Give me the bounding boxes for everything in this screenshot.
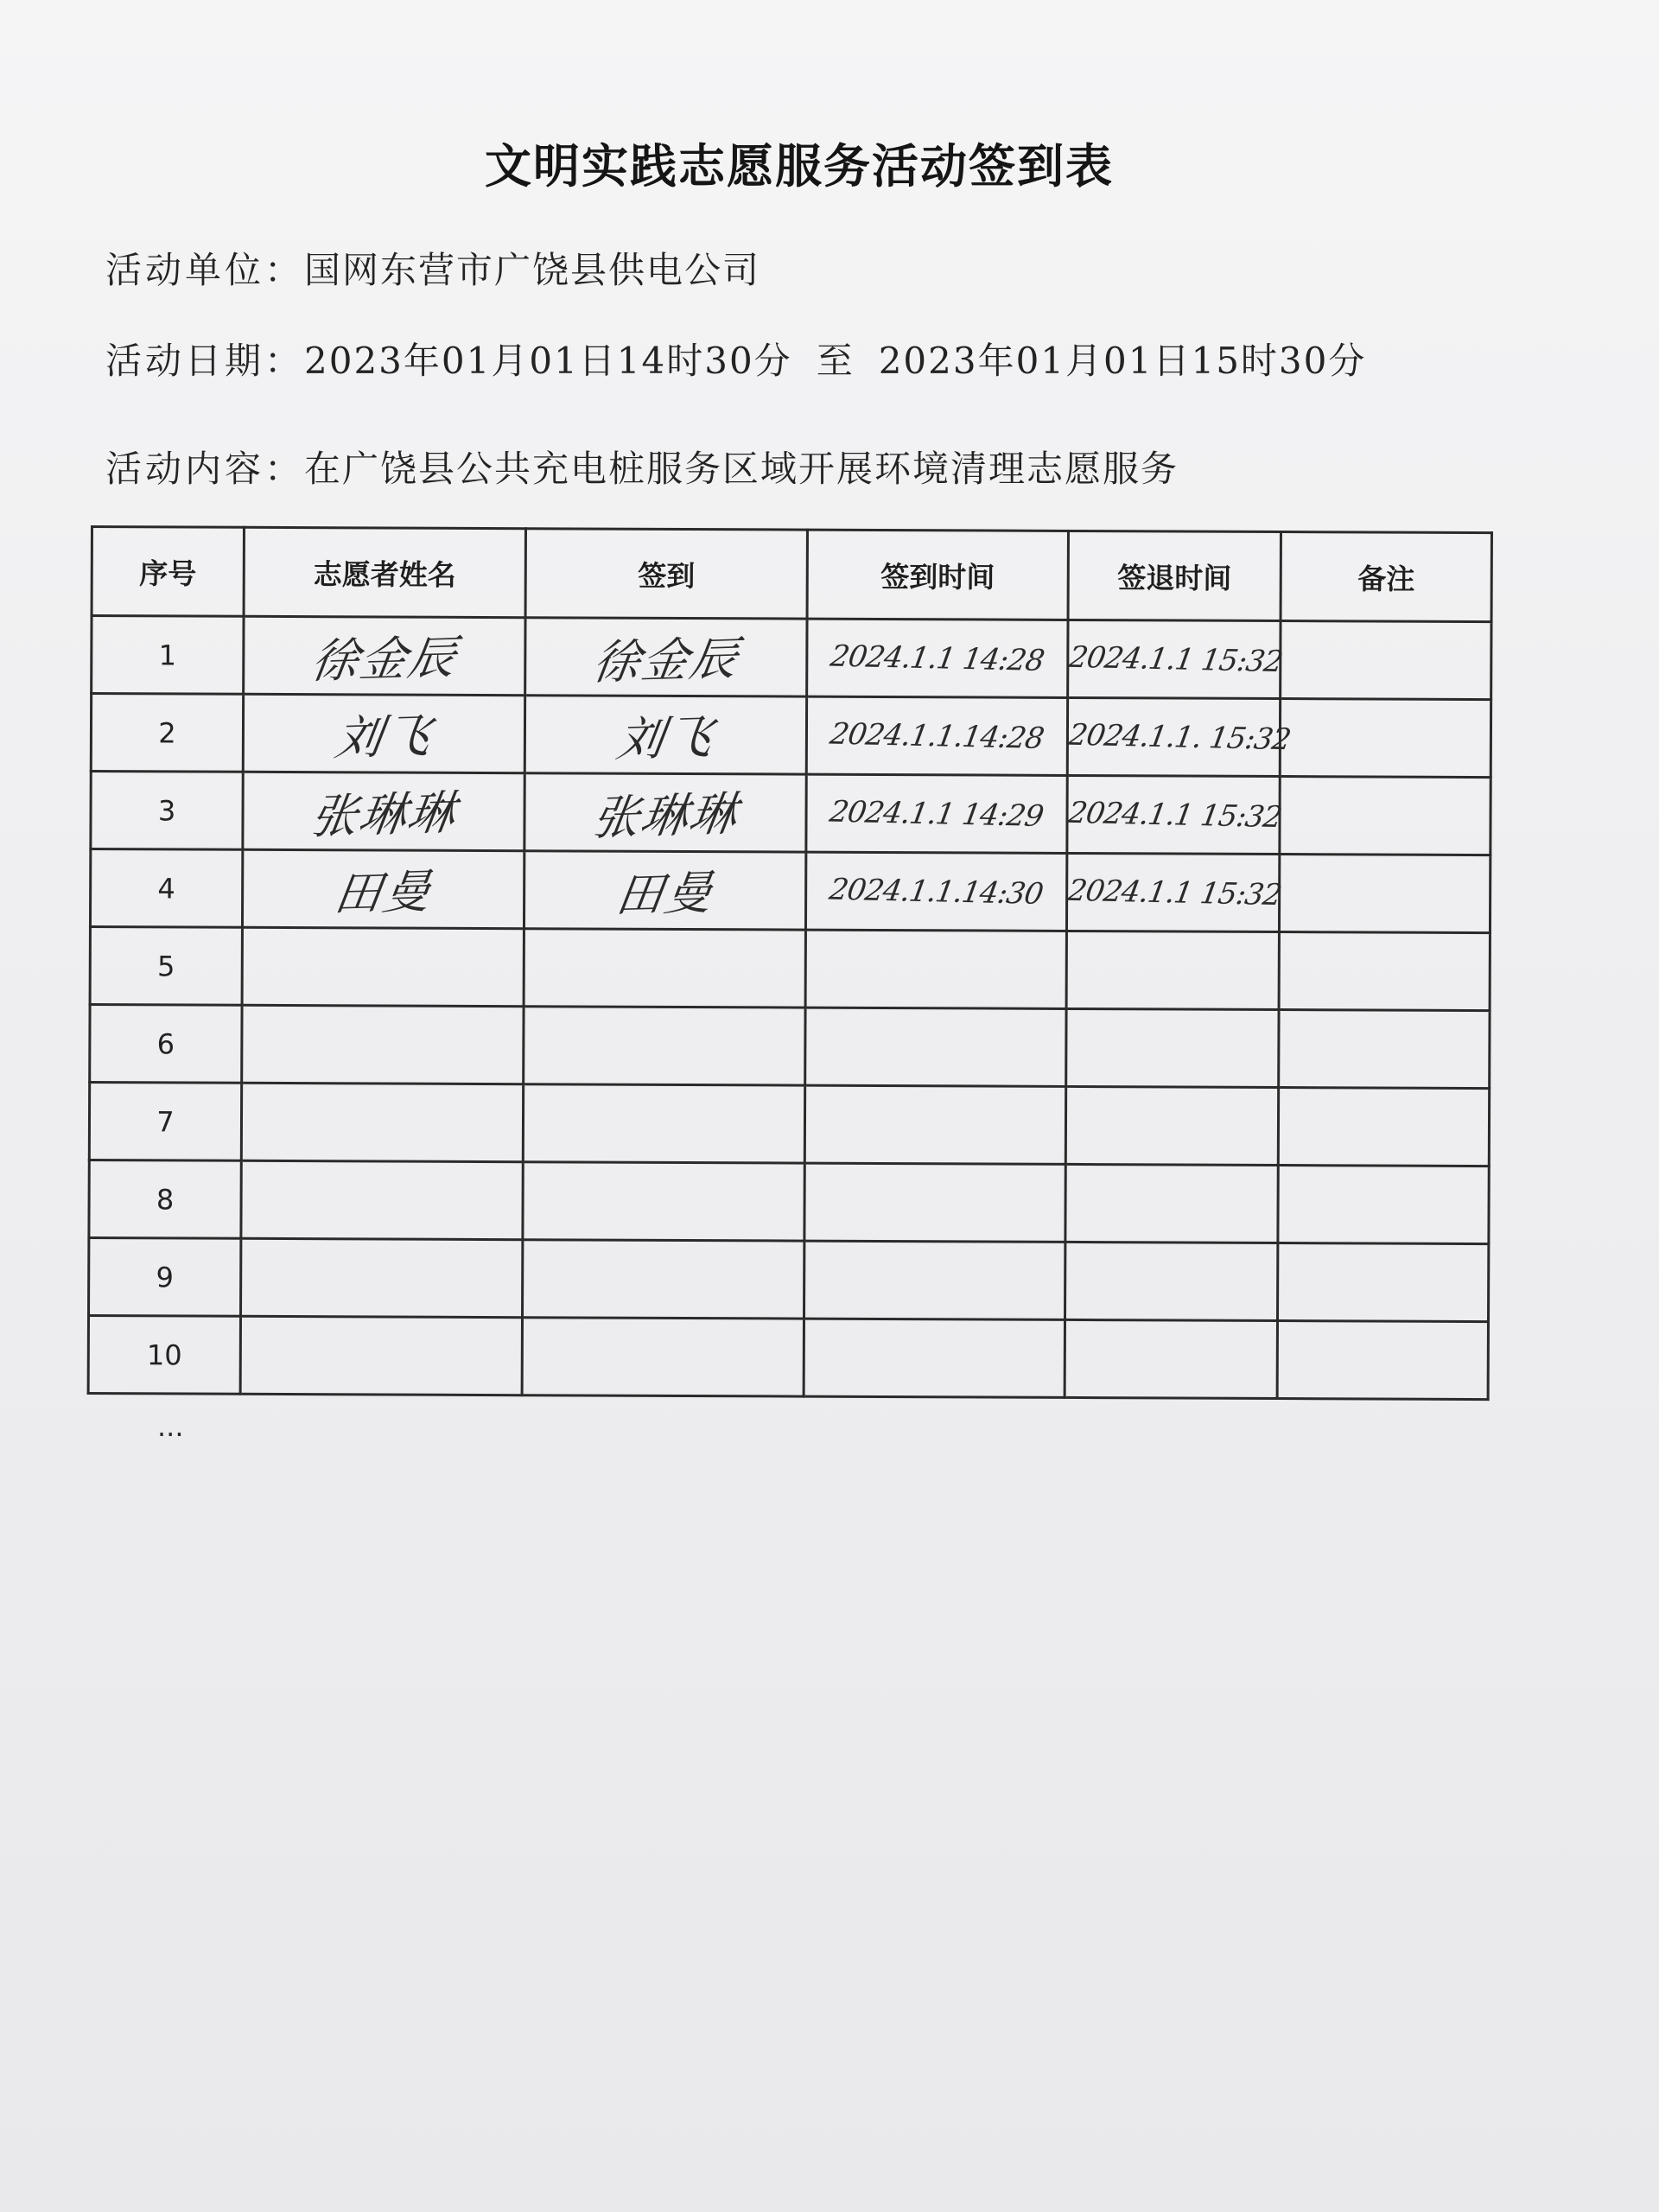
cell-remark	[1277, 1321, 1488, 1400]
cell-sign-out	[1065, 775, 1284, 854]
cell-remark	[1279, 1010, 1490, 1089]
cell-name	[242, 1005, 524, 1084]
handwritten-sign-out-time: 2024.1.1 15:32	[1065, 795, 1284, 835]
header-sign-out-time: 签退时间	[1068, 531, 1281, 620]
cell-signature	[522, 1318, 804, 1396]
cell-sign-in	[805, 852, 1066, 931]
activity-unit-value: 国网东营市广饶县供电公司	[304, 249, 761, 291]
cell-seq: 6	[90, 1005, 242, 1084]
cell-sign-out	[1066, 620, 1285, 698]
cell-seq: 5	[90, 927, 242, 1006]
activity-date-end: 2023年01月01日15时30分	[878, 340, 1367, 382]
cell-remark	[1280, 699, 1491, 778]
cell-remark	[1278, 1088, 1489, 1166]
cell-sign-out	[1065, 1319, 1277, 1398]
header-seq: 序号	[92, 527, 244, 617]
cell-signature	[524, 851, 805, 930]
header-sign-in-time: 签到时间	[807, 530, 1068, 620]
activity-content-line	[105, 441, 1179, 493]
activity-date-to: 至	[816, 340, 855, 382]
signin-table	[87, 525, 1493, 1401]
activity-date-label: 活动日期：	[105, 340, 305, 382]
cell-sign-out	[1066, 931, 1279, 1009]
cell-sign-in	[804, 1163, 1065, 1242]
cell-sign-in	[804, 1319, 1065, 1397]
cell-remark	[1278, 1166, 1489, 1244]
cell-sign-out	[1066, 1008, 1279, 1087]
cell-sign-out	[1065, 1242, 1277, 1320]
header-volunteer-name: 志愿者姓名	[244, 527, 525, 617]
cell-sign-in	[805, 1007, 1066, 1086]
cell-signature	[524, 696, 806, 774]
activity-date-start: 2023年01月01日14时30分	[304, 340, 792, 382]
cell-sign-in	[804, 1241, 1065, 1319]
cell-remark	[1279, 932, 1490, 1011]
table-row	[90, 927, 1490, 1011]
cell-name	[241, 1238, 523, 1317]
handwritten-signature: 徐金辰	[588, 631, 742, 690]
cell-signature	[523, 1084, 804, 1163]
handwritten-signature: 张琳琳	[588, 786, 742, 846]
cell-name	[242, 849, 524, 928]
handwritten-name: 田曼	[330, 863, 435, 922]
cell-seq: 7	[89, 1083, 241, 1161]
table-row	[90, 849, 1490, 933]
cell-seq: 9	[89, 1237, 241, 1316]
cell-name	[241, 1083, 523, 1161]
cell-name	[240, 1316, 522, 1395]
activity-date-line	[105, 333, 1366, 385]
table-row	[91, 772, 1491, 855]
table-row	[92, 616, 1491, 700]
cell-sign-in	[807, 619, 1068, 697]
table-row	[88, 1315, 1488, 1399]
cell-sign-in	[805, 930, 1066, 1008]
cell-name	[242, 927, 524, 1006]
table-row	[89, 1160, 1489, 1243]
cell-remark	[1281, 621, 1491, 700]
cell-sign-in	[806, 774, 1067, 853]
activity-content-value: 在广饶县公共充电桩服务区域开展环境清理志愿服务	[304, 448, 1179, 490]
cell-sign-in	[806, 696, 1067, 775]
cell-seq: 3	[91, 772, 243, 850]
activity-unit-label: 活动单位：	[105, 249, 305, 291]
cell-sign-out	[1065, 853, 1284, 931]
cell-signature	[523, 1162, 804, 1241]
handwritten-signature: 刘飞	[613, 709, 718, 767]
cell-seq: 10	[88, 1315, 240, 1394]
cell-signature	[524, 929, 805, 1007]
table-row	[90, 1005, 1490, 1089]
header-signature: 签到	[525, 529, 807, 619]
handwritten-sign-in-time: 2024.1.1.14:30	[827, 872, 1046, 912]
activity-unit-line	[105, 242, 760, 294]
handwritten-sign-out-time: 2024.1.1 15:32	[1065, 873, 1284, 912]
cell-sign-out	[1065, 1086, 1278, 1165]
cell-sign-in	[804, 1085, 1065, 1164]
handwritten-name: 张琳琳	[306, 785, 461, 845]
handwritten-name: 徐金辰	[307, 629, 461, 690]
activity-content-label: 活动内容：	[105, 448, 305, 490]
cell-name	[243, 772, 524, 850]
cell-sign-out	[1065, 1164, 1278, 1243]
cell-remark	[1277, 1243, 1488, 1322]
cell-name	[241, 1160, 523, 1239]
cell-signature	[524, 1007, 805, 1085]
handwritten-sign-in-time: 2024.1.1 14:28	[828, 639, 1047, 678]
cell-signature	[523, 1240, 804, 1319]
handwritten-sign-out-time: 2024.1.1. 15:32	[1065, 717, 1294, 757]
cell-sign-out	[1065, 697, 1294, 776]
table-row	[91, 694, 1491, 778]
handwritten-sign-in-time: 2024.1.1 14:29	[827, 794, 1046, 834]
cell-seq: 8	[89, 1160, 241, 1238]
cell-seq: 2	[91, 694, 243, 772]
cell-seq: 4	[90, 849, 242, 928]
table-row	[89, 1083, 1489, 1166]
cell-remark	[1279, 855, 1490, 933]
page-title: 文明实践志愿服务活动签到表	[485, 138, 1114, 194]
handwritten-name: 刘飞	[331, 708, 436, 766]
cell-remark	[1280, 777, 1491, 855]
cell-name	[243, 694, 524, 772]
cell-name	[244, 616, 525, 695]
handwritten-signature: 田曼	[612, 865, 717, 923]
table-continuation-ellipsis: ...	[157, 1410, 184, 1443]
table-header-row	[92, 527, 1491, 622]
handwritten-sign-in-time: 2024.1.1.14:28	[828, 716, 1046, 756]
cell-signature	[525, 618, 807, 696]
cell-signature	[524, 773, 806, 852]
header-remark: 备注	[1281, 532, 1491, 622]
handwritten-sign-out-time: 2024.1.1 15:32	[1066, 639, 1285, 679]
table-row	[89, 1237, 1489, 1321]
cell-seq: 1	[92, 616, 244, 695]
